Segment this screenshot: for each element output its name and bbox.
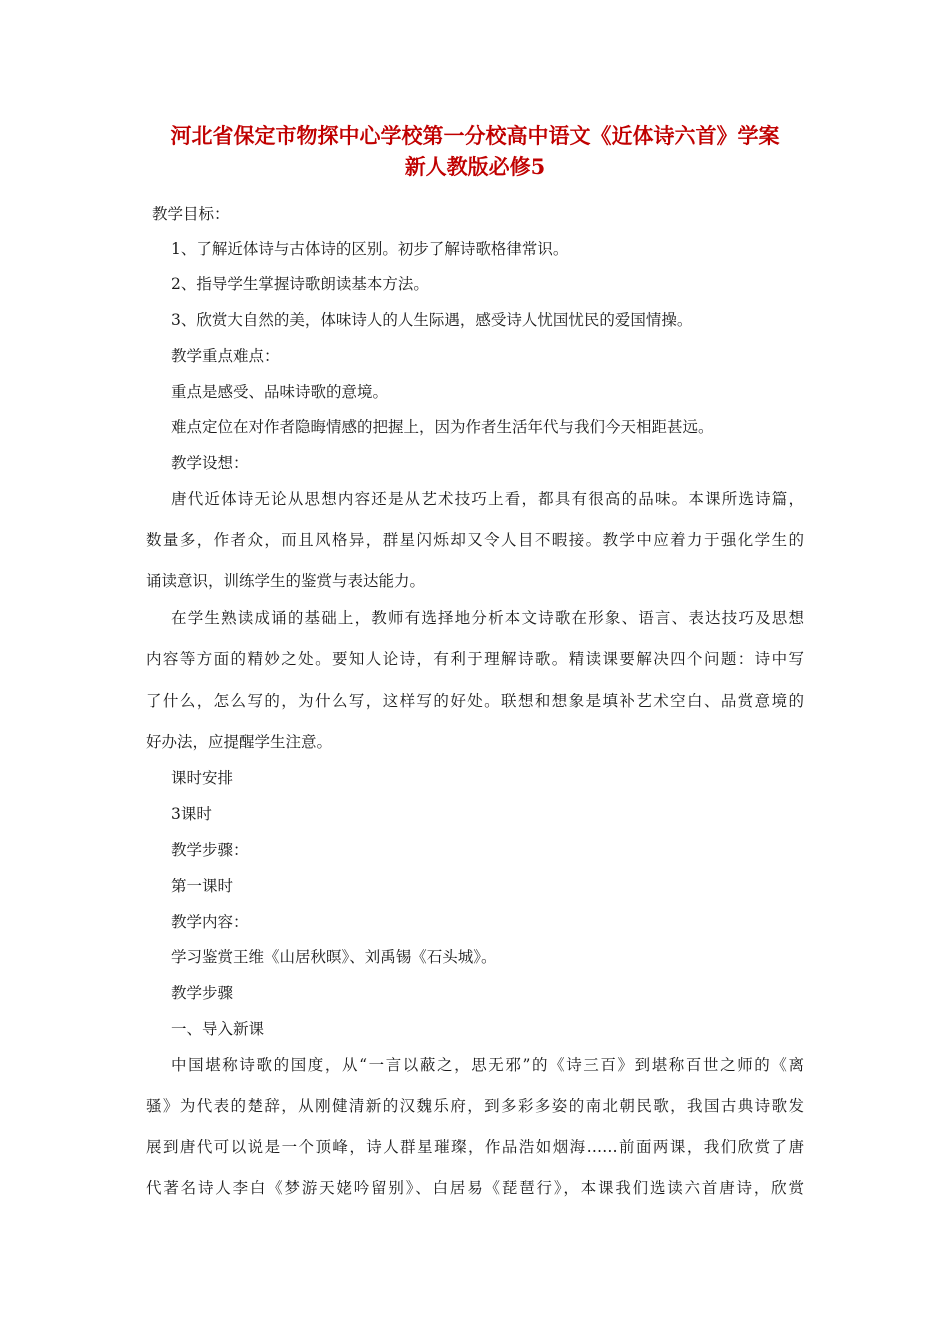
paragraph-line: 唐代近体诗无论从思想内容还是从艺术技巧上看，都具有很高的品味。本课所选诗篇， xyxy=(171,490,804,508)
section-heading-content: 教学内容： xyxy=(171,913,249,931)
section-heading-lesson-1: 第一课时 xyxy=(171,877,234,895)
section-heading-steps-2: 教学步骤 xyxy=(171,984,234,1002)
document-title-line-1: 河北省保定市物探中心学校第一分校高中语文《近体诗六首》学案 xyxy=(170,123,780,148)
paragraph-line: 展到唐代可以说是一个顶峰，诗人群星璀璨，作品浩如烟海……前面两课，我们欣赏了唐 xyxy=(146,1138,804,1156)
paragraph-line: 在学生熟读成诵的基础上，教师有选择地分析本文诗歌在形象、语言、表达技巧及思想 xyxy=(171,609,804,627)
section-heading-schedule: 课时安排 xyxy=(171,769,234,787)
paragraph-line: 好办法，应提醒学生注意。 xyxy=(146,733,333,751)
document-title-line-2: 新人教版必修5 xyxy=(404,154,546,179)
paragraph-line: 重点是感受、品味诗歌的意境。 xyxy=(171,383,389,401)
objective-item: 2、指导学生掌握诗歌朗读基本方法。 xyxy=(171,275,429,293)
paragraph-line: 骚》为代表的楚辞，从刚健清新的汉魏乐府，到多彩多姿的南北朝民歌，我国古典诗歌发 xyxy=(146,1097,804,1115)
paragraph-line: 诵读意识，训练学生的鉴赏与表达能力。 xyxy=(146,572,426,590)
paragraph-line: 数量多，作者众，而且风格异，群星闪烁却又令人目不暇接。教学中应着力于强化学生的 xyxy=(146,531,804,549)
paragraph-line: 难点定位在对作者隐晦情感的把握上，因为作者生活年代与我们今天相距甚远。 xyxy=(171,418,714,436)
paragraph-line: 3课时 xyxy=(171,805,212,823)
objective-item: 3、欣赏大自然的美，体味诗人的人生际遇，感受诗人忧国忧民的爱国情操。 xyxy=(171,311,693,329)
section-heading-intro: 一、导入新课 xyxy=(171,1020,265,1038)
paragraph-line: 内容等方面的精妙之处。要知人论诗，有利于理解诗歌。精读课要解决四个问题：诗中写 xyxy=(146,650,804,668)
paragraph-line: 学习鉴赏王维《山居秋暝》、刘禹锡《石头城》。 xyxy=(171,948,497,966)
paragraph-line: 中国堪称诗歌的国度，从“一言以蔽之，思无邪”的《诗三百》到堪称百世之师的《离 xyxy=(171,1056,804,1074)
section-heading-key-points: 教学重点难点： xyxy=(171,347,280,365)
paragraph-line: 了什么，怎么写的，为什么写，这样写的好处。联想和想象是填补艺术空白、品赏意境的 xyxy=(146,692,804,710)
section-heading-steps: 教学步骤： xyxy=(171,841,249,859)
section-heading-design: 教学设想： xyxy=(171,454,249,472)
paragraph-line: 代著名诗人李白《梦游天姥吟留别》、白居易《琵琶行》，本课我们选读六首唐诗，欣赏 xyxy=(146,1179,804,1197)
section-heading-objectives: 教学目标： xyxy=(152,205,230,223)
objective-item: 1、了解近体诗与古体诗的区别。初步了解诗歌格律常识。 xyxy=(171,240,569,258)
